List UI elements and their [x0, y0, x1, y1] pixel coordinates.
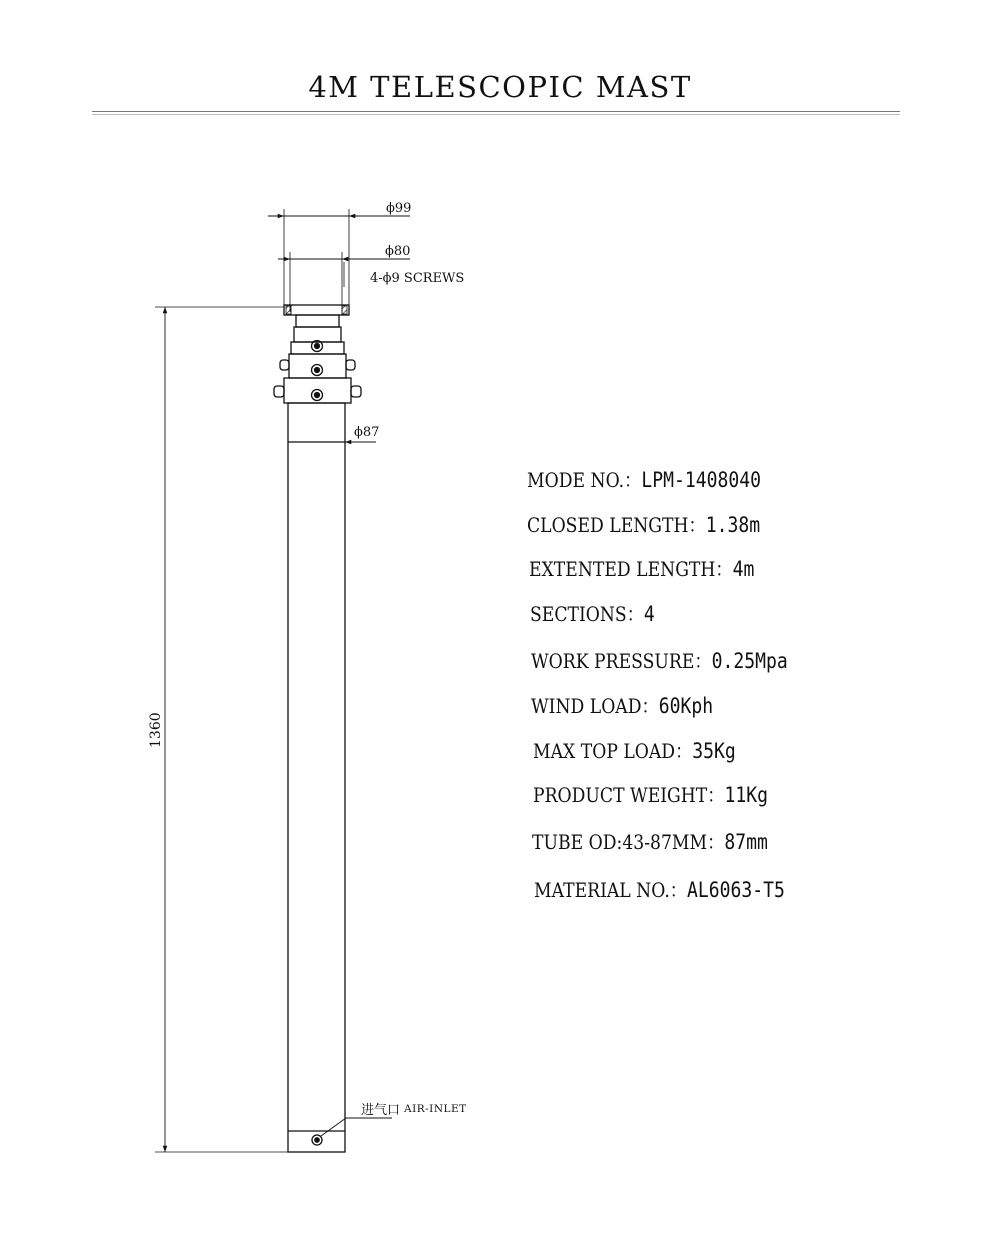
screws-label: 4-ϕ9 SCREWS — [370, 271, 465, 286]
spec-row — [531, 690, 713, 719]
spec-value: 87mm — [724, 830, 768, 854]
spec-row — [531, 645, 788, 674]
spec-value: 35Kg — [692, 739, 736, 763]
spec-label: WIND LOAD： — [531, 694, 659, 718]
spec-label: PRODUCT WEIGHT： — [533, 783, 725, 807]
tube-diameter-label: ϕ87 — [354, 425, 380, 440]
dim-closed-height — [155, 307, 288, 1152]
spec-value: 1.38m — [705, 513, 761, 537]
main-tube — [288, 403, 345, 1152]
tube-section-1 — [294, 315, 341, 342]
spec-value: LPM-1408040 — [641, 468, 761, 492]
spec-label: SECTIONS： — [530, 602, 644, 626]
spec-row — [530, 598, 655, 627]
drawing-title: 4M TELESCOPIC MAST — [308, 70, 692, 104]
spec-row — [527, 509, 760, 538]
spec-label: CLOSED LENGTH： — [527, 513, 706, 537]
top-plate — [284, 305, 349, 315]
spec-label: MODE NO.： — [527, 468, 642, 492]
air-inlet-label: AIR-INLET — [404, 1103, 467, 1115]
spec-label: EXTENTED LENGTH： — [529, 557, 733, 581]
spec-row — [532, 826, 768, 855]
spec-row — [527, 464, 761, 493]
spec-label: TUBE OD:43-87MM： — [532, 830, 725, 854]
spec-row — [533, 735, 736, 764]
spec-row — [534, 874, 785, 903]
top-plate-diameter-label: ϕ99 — [386, 201, 412, 216]
tube-section-2 — [280, 341, 355, 379]
spec-value: 0.25Mpa — [711, 649, 788, 673]
spec-value: 4m — [732, 557, 755, 581]
spec-label: MATERIAL NO.： — [534, 878, 687, 902]
spec-row — [533, 779, 768, 808]
tube-section-3 — [274, 378, 361, 403]
spec-value: 11Kg — [724, 783, 768, 807]
spec-value: 60Kph — [658, 694, 714, 718]
spec-label: WORK PRESSURE： — [531, 649, 712, 673]
spec-value: AL6063-T5 — [686, 878, 785, 902]
spec-row — [529, 553, 754, 582]
dim-top-plate — [268, 209, 410, 312]
bolt-circle-diameter-label: ϕ80 — [385, 244, 411, 259]
spec-label: MAX TOP LOAD： — [533, 739, 693, 763]
spec-value: 4 — [643, 602, 655, 626]
closed-height-label: 1360 — [148, 712, 164, 748]
air-inlet-chinese-label: 进气口 — [361, 1103, 401, 1118]
air-inlet-leader — [321, 1118, 392, 1136]
